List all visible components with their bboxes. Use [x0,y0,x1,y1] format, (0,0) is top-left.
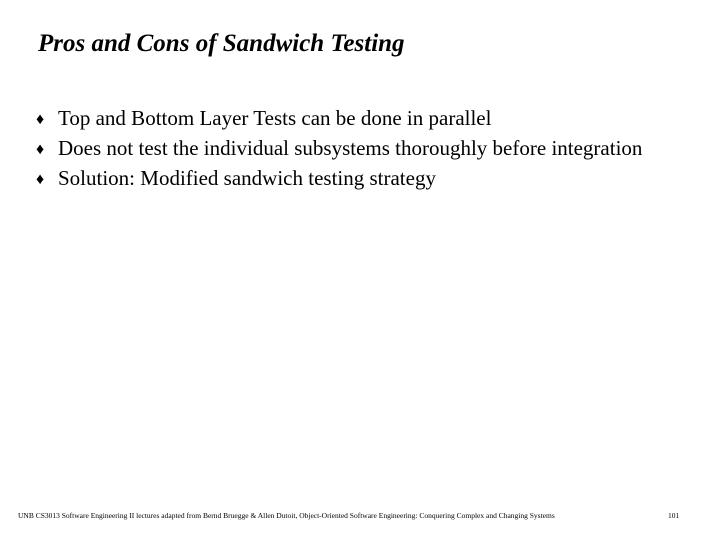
bullet-item [36,106,676,130]
slide-title: Pros and Cons of Sandwich Testing [38,30,405,57]
bullet-item [36,136,658,160]
bullet-text: Does not test the individual subsystems thoroughly before integration [58,136,643,160]
diamond-bullet-icon: ♦ [36,141,45,158]
bullet-list [36,106,676,196]
page-number: 101 [668,511,680,520]
bullet-item [36,166,676,190]
diamond-bullet-icon: ♦ [36,171,45,188]
bullet-text: Solution: Modified sandwich testing strategy [58,166,436,190]
footer-citation: UNB CS3013 Software Engineering II lectures adapted from Bernd Bruegge & Allen Dutoit, Object-Oriented Software Engineering: Conquering Complex and Changing Systems [18,511,555,520]
diamond-bullet-icon: ♦ [36,111,45,128]
bullet-text: Top and Bottom Layer Tests can be done in parallel [58,106,492,130]
